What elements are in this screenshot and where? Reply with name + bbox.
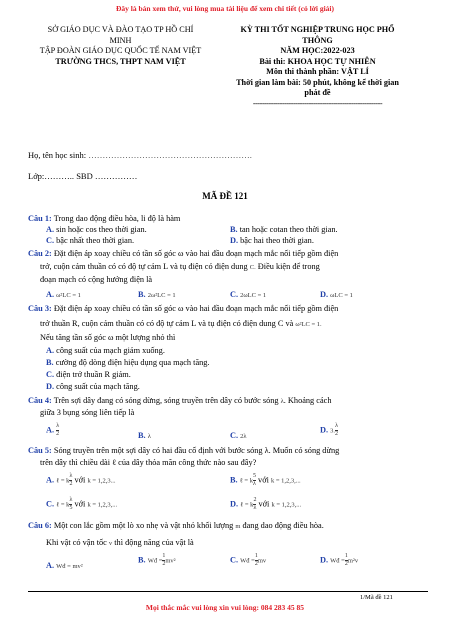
q4-A_num-text: λ bbox=[56, 423, 60, 429]
question-text: Trong dao động điều hòa, li độ là hàm bbox=[53, 214, 181, 223]
q6-D_frac-1-text: 2 bbox=[344, 561, 348, 567]
school-line: TRƯỜNG THCS, THPT NAM VIỆT bbox=[55, 56, 186, 66]
options_letters-C-text: C. bbox=[230, 555, 239, 565]
q2-B-text: 2ω²LC = 1 bbox=[147, 292, 176, 299]
q6-A-text: Wđ = mv² bbox=[56, 563, 83, 570]
q5-C_k-text: ℓ = k bbox=[56, 501, 70, 509]
q3-cond-text: ω²LC = 1. bbox=[295, 321, 322, 328]
q1-option-b[interactable] bbox=[230, 224, 338, 235]
student-name-row bbox=[28, 150, 252, 160]
q5-B_k-text: ℓ = k bbox=[239, 477, 253, 485]
exam-subject: Bài thi: KHOA HỌC TỰ NHIÊN bbox=[259, 56, 376, 66]
q5-D_frac-1-text: λ bbox=[253, 505, 257, 511]
q2-option-a[interactable] bbox=[46, 289, 81, 301]
q3-option-c[interactable] bbox=[46, 369, 131, 380]
exam-title-2: THÔNG bbox=[302, 35, 333, 45]
options_letters-A-text: A. bbox=[46, 475, 55, 485]
q2-option-b[interactable] bbox=[138, 289, 176, 301]
q3-text1-text: Đặt điện áp xoay chiều có tần số góc ω vào hai đầu đoạn mạch mắc nối tiếp gồm điện bbox=[53, 304, 339, 313]
options_letters-C-text: C. bbox=[46, 370, 55, 379]
q6-C_frac-0-text: 1 bbox=[254, 553, 258, 559]
q4-option-c[interactable] bbox=[230, 430, 247, 442]
student-name-label: Họ, tên học sinh: bbox=[28, 150, 87, 160]
q6-C_post-text: mv bbox=[257, 557, 267, 565]
header-right bbox=[215, 25, 420, 109]
options_letters-A-text: A. bbox=[46, 425, 55, 435]
question-6 bbox=[28, 520, 428, 532]
options_letters-B-text: B. bbox=[138, 431, 146, 440]
q5-D_k-text: ℓ = k bbox=[240, 501, 254, 509]
options_letters-B-text: B. bbox=[138, 555, 146, 565]
q2-A-text: ω²LC = 1 bbox=[56, 292, 81, 299]
department-line: SỞ GIÁO DỤC VÀ ĐÀO TẠO TP HỒ CHÍ bbox=[47, 25, 194, 34]
q5-D_with-text: với bbox=[258, 499, 270, 509]
q6-option-a[interactable] bbox=[46, 560, 83, 572]
q2-text2-text: trở, cuộn cảm thuần có có độ tự cảm L và tụ điện có điện dung bbox=[40, 262, 248, 271]
q6-option-c[interactable] bbox=[230, 553, 266, 568]
q5-D_range-text: k = 1,2,3,... bbox=[271, 501, 302, 509]
exam-component: Môn thi thành phần: VẬT LÍ bbox=[266, 67, 369, 76]
q5-option-b[interactable] bbox=[230, 473, 301, 488]
q2-option-c[interactable] bbox=[230, 289, 266, 301]
student-name-blank: …………………………………………………. bbox=[88, 150, 252, 160]
options_letters-C-text: C. bbox=[230, 290, 239, 299]
q2-D-text: ωLC = 1 bbox=[330, 292, 353, 299]
options_letters-C-text: C. bbox=[46, 236, 55, 245]
q6-option-b[interactable] bbox=[138, 553, 176, 568]
options_letters-D-text: D. bbox=[320, 555, 329, 565]
q6-text2-text: đang dao động điều hòa. bbox=[242, 521, 324, 530]
q3-option-a[interactable] bbox=[46, 345, 165, 356]
options_letters-C-text: C. bbox=[46, 499, 55, 509]
group-line: TẬP ĐOÀN GIÁO DỤC QUỐC TẾ NAM VIỆT bbox=[39, 46, 202, 55]
question-3 bbox=[28, 303, 428, 314]
exam-duration: Thời gian làm bài: 50 phút, không kể thời gian bbox=[236, 77, 399, 87]
q4-option-a[interactable] bbox=[46, 423, 59, 438]
q5-A_frac-0-text: λ bbox=[69, 473, 73, 479]
q5-option-a[interactable] bbox=[46, 473, 115, 488]
q5-option-c[interactable] bbox=[46, 497, 117, 512]
q1-C-text: bậc nhất theo thời gian. bbox=[56, 236, 135, 245]
q6-option-d[interactable] bbox=[320, 553, 358, 568]
q5-A_k-text: ℓ = k bbox=[56, 477, 70, 485]
q4-A_den-text: 2 bbox=[56, 431, 60, 437]
q4-option-d[interactable] bbox=[320, 423, 338, 438]
q6-C_pre-text: Wđ = bbox=[240, 557, 255, 565]
divider: ---------------------------------------------------------- bbox=[252, 98, 383, 108]
q4-text2-text: . Khoảng cách bbox=[283, 396, 332, 405]
sbd-label: SBD …………… bbox=[76, 171, 138, 181]
preview-banner: Đây là bản xem thử, vui lòng mua tài liệu để xem chi tiết (có lời giải) bbox=[115, 4, 335, 13]
page-number: 1/Mã đề 121 bbox=[360, 594, 393, 601]
q6-v-text: v bbox=[108, 540, 113, 547]
q4-C-text: 2λ bbox=[240, 433, 247, 440]
exam-title: KỲ THI TỐT NGHIỆP TRUNG HỌC PHỔ bbox=[240, 25, 395, 34]
q1-D-text: bậc hai theo thời gian. bbox=[240, 236, 314, 245]
options_letters-C-text: C. bbox=[230, 431, 239, 440]
class-row bbox=[28, 171, 137, 181]
options_letters-B-text: B. bbox=[138, 290, 146, 299]
q3-B-text: cường độ dòng điện hiệu dụng qua mạch tăng. bbox=[55, 358, 210, 367]
q5-C_frac-1-text: 5 bbox=[69, 505, 73, 511]
q5-text2-text: trên dây thì chiều dài ℓ của dây thỏa mãn công thức nào sau đây? bbox=[40, 458, 257, 467]
q4-D_pre-text: 3. bbox=[330, 427, 336, 435]
options_letters-A-text: A. bbox=[46, 225, 55, 234]
q1-option-a[interactable] bbox=[46, 224, 147, 235]
q4-option-b[interactable] bbox=[138, 430, 151, 442]
q5-D_frac-0-text: 2 bbox=[253, 497, 257, 503]
question-5 bbox=[28, 445, 428, 456]
q5-C_frac-0-text: λ bbox=[69, 497, 73, 503]
exam-duration-2: phát đề bbox=[304, 88, 331, 97]
q4-text1-text: Trên sợi dây đang có sóng dừng, sóng truyền trên dây có bước sóng bbox=[53, 396, 279, 405]
q2-text4-text: đoạn mạch có cộng hưởng điện là bbox=[40, 275, 153, 284]
q5-B_frac-1-text: λ bbox=[253, 481, 256, 487]
options_letters-D-text: D. bbox=[320, 425, 329, 435]
options_letters-D-text: D. bbox=[230, 499, 239, 509]
q2-text1-text: Đặt điện áp xoay chiều có tần số góc ω vào hai đầu đoạn mạch mắc nối tiếp gồm điện bbox=[53, 249, 339, 258]
q4-B-text: λ bbox=[147, 433, 151, 440]
q2-C-text: 2ωLC = 1 bbox=[240, 292, 267, 299]
q3-C-text: điện trở thuần R giảm. bbox=[56, 370, 131, 379]
q5-num-text: Câu 5: bbox=[28, 446, 52, 455]
q6-D_frac-0-text: 1 bbox=[344, 553, 348, 559]
q5-A_frac-1-text: 2 bbox=[69, 481, 73, 487]
q6-B_pre-text: Wđ = bbox=[147, 557, 163, 565]
options_letters-D-text: D. bbox=[320, 290, 329, 299]
options_letters-B-text: B. bbox=[230, 475, 238, 485]
q6-text4-text: thì động năng của vật là bbox=[114, 538, 194, 547]
q5-B_range-text: k = 1,2,3,... bbox=[270, 477, 301, 485]
school-year: NĂM HỌC:2022-023 bbox=[280, 46, 355, 55]
q5-B_frac-0-text: 5 bbox=[252, 473, 256, 479]
question-4 bbox=[28, 395, 428, 407]
q2-cap-text: C. bbox=[249, 264, 256, 271]
q4-D_den-text: 2 bbox=[335, 431, 339, 437]
q4-num-text: Câu 4: bbox=[28, 396, 52, 405]
options_letters-A-text: A. bbox=[46, 346, 55, 355]
options_letters-B-text: B. bbox=[230, 225, 238, 234]
q6-num-text: Câu 6: bbox=[28, 521, 52, 530]
footer-divider bbox=[28, 591, 428, 592]
q3-text2-text: trở thuần R, cuộn cảm thuần có có độ tự cảm L và tụ điện có điện dung C và bbox=[40, 319, 294, 328]
q6-B_frac-0-text: 1 bbox=[162, 553, 166, 559]
q6-D_pre-text: Wđ = bbox=[330, 557, 345, 565]
q1-option-d[interactable] bbox=[230, 235, 314, 246]
options_letters-A-text: A. bbox=[46, 561, 55, 570]
q3-text3-text: Nếu tăng tần số góc ω một lượng nhỏ thì bbox=[40, 333, 176, 342]
options_letters-D-text: D. bbox=[230, 236, 239, 245]
q3-num-text: Câu 3: bbox=[28, 304, 52, 313]
q5-C_range-text: k = 1,2,3,... bbox=[87, 501, 118, 509]
q5-A_with-text: với bbox=[74, 475, 86, 485]
q5-text1-text: Sóng truyền trên một sợi dây có hai đầu cố định với bước sóng λ. Muốn có sóng dừng bbox=[53, 446, 340, 455]
options_letters-D-text: D. bbox=[46, 382, 55, 391]
q6-text3-text: Khi vật có vận tốc bbox=[46, 538, 107, 547]
q6-B_frac-1-text: 2 bbox=[162, 561, 166, 567]
options_letters-A-text: A. bbox=[46, 290, 55, 299]
q5-B_with-text: với bbox=[258, 475, 269, 485]
q3-A-text: công suất của mạch giảm xuống. bbox=[56, 346, 165, 355]
q2-option-d[interactable] bbox=[320, 289, 353, 301]
question-number: Câu 2: bbox=[28, 249, 52, 258]
q5-option-d[interactable] bbox=[230, 497, 301, 512]
header-left bbox=[18, 25, 223, 67]
q5-A_range-text: k = 1,2,3... bbox=[87, 477, 116, 485]
class-label: Lớp:……….. bbox=[28, 171, 75, 181]
q3-D-text: công suất của mạch tăng. bbox=[56, 382, 140, 391]
q6-C_frac-1-text: 2 bbox=[254, 561, 258, 567]
q2-text3-text: Điều kiện để trong bbox=[257, 262, 320, 271]
q3-option-b[interactable] bbox=[46, 357, 210, 368]
q6-D_post-text: m²v bbox=[347, 557, 359, 565]
q1-A-text: sin hoặc cos theo thời gian. bbox=[56, 225, 147, 234]
exam-code: MÃ ĐỀ 121 bbox=[202, 191, 248, 201]
q1-option-c[interactable] bbox=[46, 235, 134, 246]
q6-text1-text: Một con lắc gồm một lò xo nhẹ và vật nhỏ khối lượng bbox=[53, 521, 234, 530]
q4-text3-text: giữa 3 bụng sóng liên tiếp là bbox=[40, 408, 135, 417]
q1-B-text: tan hoặc cotan theo thời gian. bbox=[239, 225, 338, 234]
question-1 bbox=[28, 213, 428, 224]
q3-option-d[interactable] bbox=[46, 381, 140, 392]
contact-banner: Mọi thắc mắc vui lòng xin vui lòng: 084 283 45 85 bbox=[145, 603, 305, 612]
q6-B_post-text: mv² bbox=[165, 557, 176, 565]
q4-D_num-text: λ bbox=[335, 423, 338, 429]
q5-C_with-text: với bbox=[74, 499, 86, 509]
question-number: Câu 1: bbox=[28, 214, 52, 223]
q6-m-text: m bbox=[235, 523, 241, 530]
department-line-2: MINH bbox=[109, 35, 132, 45]
options_letters-B-text: B. bbox=[46, 358, 54, 367]
question-2 bbox=[28, 248, 428, 259]
q4-lam-text: λ bbox=[280, 398, 284, 405]
